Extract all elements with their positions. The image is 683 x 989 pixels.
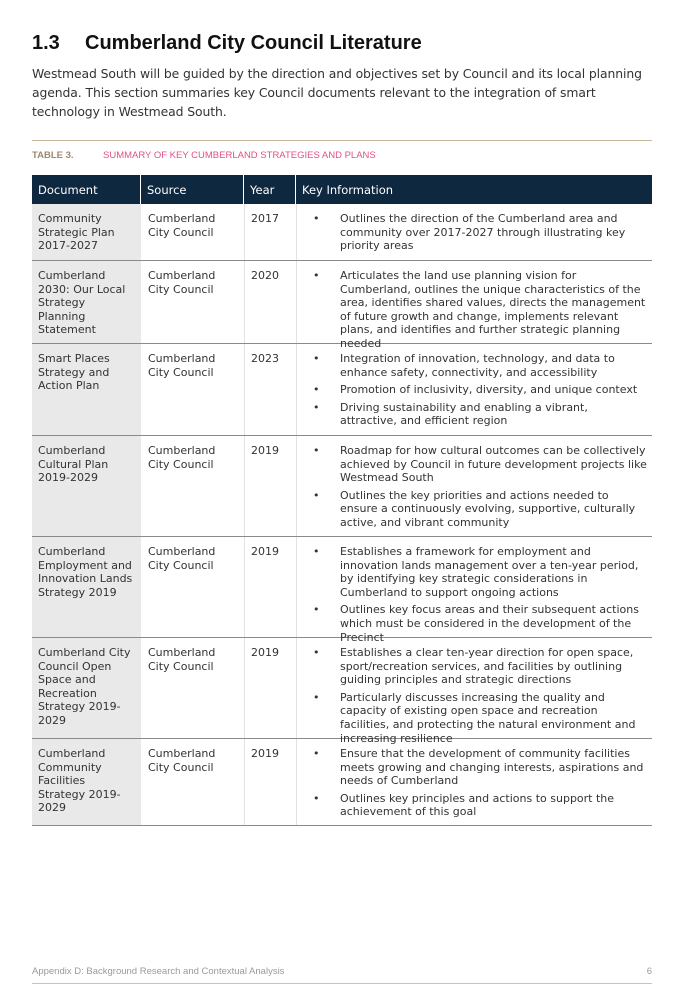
cell-source: Cumberland City Council xyxy=(141,436,244,536)
cell-document: Community Strategic Plan 2017-2027 xyxy=(32,204,141,260)
cell-year: 2019 xyxy=(244,739,296,825)
cell-key-information xyxy=(296,739,652,825)
strategies-table xyxy=(32,175,652,826)
bullet-text: Outlines the direction of the Cumberland area and community over 2017-2027 through illustrating key priority areas xyxy=(340,212,626,253)
section-number: 1.3 xyxy=(32,32,60,54)
table-row xyxy=(32,261,652,350)
table-row xyxy=(32,638,652,745)
cell-source: Cumberland City Council xyxy=(141,261,244,343)
cell-key-information xyxy=(296,261,652,350)
intro-paragraph: Westmead South will be guided by the direction and objectives set by Council and its local planning agenda. This section summaries key Council documents relevant to the integration of smart technology in Westmead South. xyxy=(32,66,642,119)
bullet-text: Promotion of inclusivity, diversity, and unique context xyxy=(340,383,638,397)
cell-document: Cumberland City Council Open Space and Recreation Strategy 2019-2029 xyxy=(32,638,141,738)
table-row xyxy=(32,436,652,537)
bullet-text: Articulates the land use planning vision for Cumberland, outlines the unique characteristics of the area, identifies shared values, directs the management of future growth and change, implements relevant plans, and identifies and further strategic planning needed xyxy=(340,269,646,350)
table-caption-number: TABLE 3. xyxy=(32,150,74,161)
bullet-text: Integration of innovation, technology, and data to enhance safety, connectivity, and accessibility xyxy=(340,352,615,379)
section-title: Cumberland City Council Literature xyxy=(85,32,422,54)
cell-source: Cumberland City Council xyxy=(141,344,244,435)
bullet-text: Outlines the key priorities and actions needed to ensure a continuously evolving, supportive, culturally active, and vibrant community xyxy=(340,488,636,529)
bullet-point: • Particularly discusses increasing the quality and capacity of existing open space and recreation facilities, and protecting the natural environment and increasing resilience xyxy=(313,690,636,745)
bullet-point: • Roadmap for how cultural outcomes can be collectively achieved by Council in future development projects like Westmead South xyxy=(313,444,647,485)
table-caption-title: SUMMARY OF KEY CUMBERLAND STRATEGIES AND PLANS xyxy=(103,150,376,161)
cell-year: 2017 xyxy=(244,204,296,260)
cell-key-information xyxy=(296,344,652,435)
footer-text: Appendix D: Background Research and Contextual Analysis xyxy=(32,966,285,977)
cell-document: Cumberland Community Facilities Strategy 2019-2029 xyxy=(32,739,141,825)
cell-year: 2020 xyxy=(244,261,296,343)
bullet-point: • Articulates the land use planning vision for Cumberland, outlines the unique characteristics of the area, identifies shared values, directs the management of future growth and change, implements relevant plans, and identifies and further strategic planning needed xyxy=(313,269,646,350)
footer-rule xyxy=(32,983,652,984)
cell-year: 2019 xyxy=(244,638,296,738)
table-row xyxy=(32,204,652,261)
divider-rule xyxy=(32,140,652,141)
cell-source: Cumberland City Council xyxy=(141,204,244,260)
table-row xyxy=(32,344,652,436)
bullet-point: • Integration of innovation, technology, and data to enhance safety, connectivity, and accessibility xyxy=(313,352,615,379)
cell-year: 2023 xyxy=(244,344,296,435)
cell-source: Cumberland City Council xyxy=(141,739,244,825)
cell-year: 2019 xyxy=(244,436,296,536)
cell-document: Smart Places Strategy and Action Plan xyxy=(32,344,141,435)
bullet-point: • Promotion of inclusivity, diversity, and unique context xyxy=(313,383,638,397)
header-source: Source xyxy=(141,175,244,204)
header-key-information: Key Information xyxy=(302,182,394,197)
bullet-point: • Outlines key focus areas and their subsequent actions which must be considered in the development of the Precinct xyxy=(313,603,639,644)
cell-document: Cumberland 2030: Our Local Strategy Planning Statement xyxy=(32,261,141,343)
bullet-point: • Outlines the key priorities and actions needed to ensure a continuously evolving, supportive, culturally active, and vibrant community xyxy=(313,488,636,529)
bullet-text: Roadmap for how cultural outcomes can be collectively achieved by Council in future development projects like Westmead South xyxy=(340,444,647,485)
bullet-text: Establishes a framework for employment and innovation lands management over a ten-year period, by identifying key strategic considerations in Cumberland to support ongoing actions xyxy=(340,545,639,599)
cell-document: Cumberland Employment and Innovation Lands Strategy 2019 xyxy=(32,537,141,637)
table-row xyxy=(32,537,652,644)
table-row xyxy=(32,739,652,826)
table-header-row xyxy=(32,175,652,204)
bullet-point: • Outlines key principles and actions to support the achievement of this goal xyxy=(313,791,615,819)
cell-key-information xyxy=(296,436,652,536)
cell-document: Cumberland Cultural Plan 2019-2029 xyxy=(32,436,141,536)
cell-source: Cumberland City Council xyxy=(141,638,244,738)
cell-year: 2019 xyxy=(244,537,296,637)
bullet-text: Outlines key focus areas and their subsequent actions which must be considered in the development of the Precinct xyxy=(340,603,639,644)
cell-source: Cumberland City Council xyxy=(141,537,244,637)
cell-key-information xyxy=(296,638,652,745)
bullet-text: Driving sustainability and enabling a vibrant, attractive, and efficient region xyxy=(340,400,588,428)
header-year: Year xyxy=(244,175,296,204)
page-number: 6 xyxy=(646,966,652,977)
bullet-text: Ensure that the development of community facilities meets growing and changing interests, aspirations and needs of Cumberland xyxy=(340,747,644,788)
bullet-text: Particularly discusses increasing the quality and capacity of existing open space and recreation facilities, and protecting the natural environment and increasing resilience xyxy=(340,690,636,745)
bullet-point: • Establishes a clear ten-year direction for open space, sport/recreation services, and facilities by outlining guiding principles and strategic directions xyxy=(313,646,634,687)
cell-key-information xyxy=(296,204,652,260)
bullet-point: • Ensure that the development of community facilities meets growing and changing interests, aspirations and needs of Cumberland xyxy=(313,747,644,788)
bullet-point: • Driving sustainability and enabling a vibrant, attractive, and efficient region xyxy=(313,400,588,428)
cell-key-information xyxy=(296,537,652,644)
table-caption xyxy=(32,150,376,161)
bullet-text: Outlines key principles and actions to support the achievement of this goal xyxy=(340,791,615,819)
bullet-point: • Outlines the direction of the Cumberland area and community over 2017-2027 through illustrating key priority areas xyxy=(313,212,626,253)
section-heading xyxy=(32,32,422,55)
bullet-text: Establishes a clear ten-year direction for open space, sport/recreation services, and facilities by outlining guiding principles and strategic directions xyxy=(340,646,634,687)
header-document: Document xyxy=(32,175,141,204)
bullet-point: • Establishes a framework for employment and innovation lands management over a ten-year period, by identifying key strategic considerations in Cumberland to support ongoing actions xyxy=(313,545,639,599)
